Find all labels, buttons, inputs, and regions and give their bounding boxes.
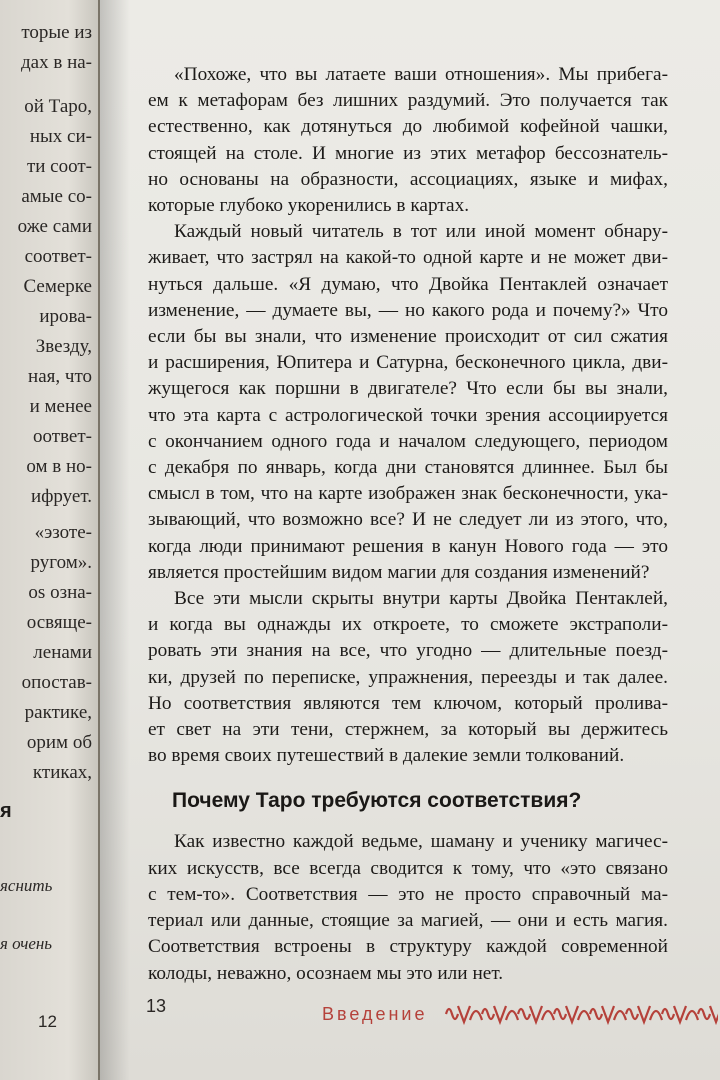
ornament-swirl (494, 1006, 506, 1022)
paragraph (148, 829, 668, 986)
text-line: колоды, неважно, осознаем мы это или нет. (148, 962, 504, 984)
ornament-swirl (638, 1006, 650, 1022)
text-line: нуться дальше. «Я думаю, что Двойка Пентаклей означает (148, 273, 668, 295)
left-page-line: ленами (33, 642, 92, 663)
text-line: ких искусств, все всегда сводится к тому, что «это связано (148, 857, 668, 879)
left-page-italic-line: яснить (0, 876, 53, 895)
left-page-line: ифрует. (30, 486, 92, 507)
ornament-swirl (566, 1006, 578, 1022)
text-line: с тем-то». Соответствия — это не просто справочный ма- (148, 883, 668, 905)
text-line: зывающий, что возможно все? И не следует ли из этого, что, (148, 509, 668, 531)
text-line: стоящей на столе. И многие из этих метафор бессознатель- (148, 142, 668, 164)
ornament-swirl (446, 1009, 458, 1019)
ornament-swirl (686, 1011, 698, 1020)
text-line: ки, друзей по переписке, упражнения, переезды и так далее. (148, 666, 668, 688)
left-page-line: ктиках, (32, 762, 92, 783)
ornament-border-icon (442, 1000, 718, 1028)
paragraph (148, 586, 668, 769)
ornament-swirl (698, 1009, 710, 1019)
paragraph (148, 62, 668, 219)
ornament-swirl (506, 1011, 518, 1020)
left-page-line: оответ- (33, 426, 92, 447)
left-page-line: ти соот- (26, 156, 92, 177)
ornament-swirl (626, 1009, 638, 1019)
left-page-line: ирова- (39, 306, 92, 327)
ornament-swirl (458, 1006, 470, 1022)
ornament-swirl (674, 1006, 686, 1022)
page-body (148, 62, 668, 987)
text-line: Каждый новый читатель в тот или иной момент обнару- (174, 221, 668, 243)
text-line: и расширения, Юпитера и Сатурна, бесконечного цикла, дви- (148, 352, 668, 374)
left-page-line: освяще- (26, 612, 92, 633)
text-line: с декабря по январь, когда дни становятся длиннее. Был бы (148, 457, 668, 479)
page-footer (100, 996, 720, 1036)
text-line: Все эти мысли скрыты внутри карты Двойка Пентаклей, (174, 588, 668, 610)
left-page (0, 0, 98, 1080)
left-page-line: и менее (29, 396, 92, 417)
left-page-line: ная, что (28, 366, 92, 387)
ornament-swirl (482, 1009, 494, 1019)
paragraph-group (148, 829, 668, 986)
left-page-line: оже сами (17, 216, 92, 237)
text-line: смысл в том, что на карте изображен знак бесконечности, ука- (148, 483, 668, 505)
ornament-swirl (470, 1011, 482, 1020)
ornament-swirl (590, 1009, 602, 1019)
text-line: жущегося как поршни в двигателе? Что если бы вы знали, (148, 378, 668, 400)
left-page-line: торые из (21, 22, 92, 43)
text-line: является простейшим видом магии для создания изменений? (148, 561, 650, 583)
text-line: если бы вы знали, что изменение происходит от сил сжатия (148, 326, 668, 348)
left-page-line: ных си- (29, 126, 92, 147)
right-page (100, 0, 720, 1080)
text-line: ем к метафорам без лишних раздумий. Это получается так (148, 90, 668, 112)
gutter-shadow (100, 0, 130, 1080)
left-page-line: ом в но- (26, 456, 92, 477)
text-line: Соответствия встроены в структуру каждой современной (148, 936, 668, 958)
text-line: что эта карта с астрологической точки зрения ассоциируется (148, 404, 668, 426)
text-line: во время своих путешествий в далекие земли толкований. (148, 745, 625, 767)
left-page-line: дах в на- (21, 52, 92, 73)
left-page-heading: я (0, 800, 12, 822)
left-page-line: Семерке (23, 276, 92, 297)
left-page-line: os озна- (28, 582, 92, 603)
text-line: Но соответствия являются тем ключом, который пролива- (148, 692, 668, 714)
left-page-line: Звезду, (35, 336, 92, 357)
left-page-line: «эзоте- (34, 522, 92, 543)
ornament-swirl (614, 1011, 626, 1020)
text-line: териал или данные, стоящие за магией, — они и есть магия. (148, 910, 668, 932)
text-line: Как известно каждой ведьме, шаману и ученику магичес- (174, 831, 668, 853)
left-page-line: амые со- (21, 186, 92, 207)
left-page-line: ругом». (30, 552, 92, 573)
text-line: с окончанием одного года и началом следующего, периодом (148, 430, 668, 452)
ornament-swirl (578, 1011, 590, 1020)
ornament-swirl (650, 1011, 662, 1020)
text-line: естественно, как дотянуться до любимой кофейной чашки, (148, 116, 668, 138)
ornament-swirl (602, 1006, 614, 1022)
paragraph-group (148, 62, 668, 769)
text-line: «Похоже, что вы латаете ваши отношения». Мы прибега- (174, 64, 668, 85)
text-line: живает, что застрял на какой-то одной карте и не может дви- (148, 247, 668, 269)
section-heading: Почему Таро требуются соответствия? (172, 789, 582, 813)
left-page-line: орим об (26, 732, 92, 753)
text-line: но основаны на образности, ассоциациях, языке и мифах, (148, 168, 668, 190)
left-page-line: ой Таро, (24, 96, 92, 117)
left-page-line: рактике, (24, 702, 92, 723)
text-line: и когда вы однажды их откроете, то сможете экстраполи- (148, 614, 668, 636)
paragraph (148, 219, 668, 586)
text-line: ет свет на эти тени, стержнем, за который вы держитесь (148, 719, 668, 741)
text-line: изменение, — думаете вы, — но какого рода и почему?» Что (148, 299, 668, 321)
text-line: ровать эти знания на все, что угодно — длительные поезд- (148, 640, 668, 662)
text-line: когда люди принимают решения в канун Нового года — это (148, 535, 668, 557)
text-line: которые глубоко укоренились в картах. (148, 195, 470, 217)
ornament-swirl (518, 1009, 530, 1019)
page-number: 13 (146, 996, 167, 1016)
ornament-swirl (530, 1006, 542, 1022)
left-page-line: опостав- (21, 672, 92, 693)
left-page-italic-line: я очень (0, 934, 53, 953)
left-page-number: 12 (38, 1012, 57, 1031)
ornament-swirl (662, 1009, 674, 1019)
running-header-section: Введение (322, 1004, 428, 1024)
ornament-swirl (554, 1009, 566, 1019)
left-page-line: соответ- (24, 246, 92, 267)
ornament-swirl (710, 1006, 718, 1022)
ornament-swirl (542, 1011, 554, 1020)
